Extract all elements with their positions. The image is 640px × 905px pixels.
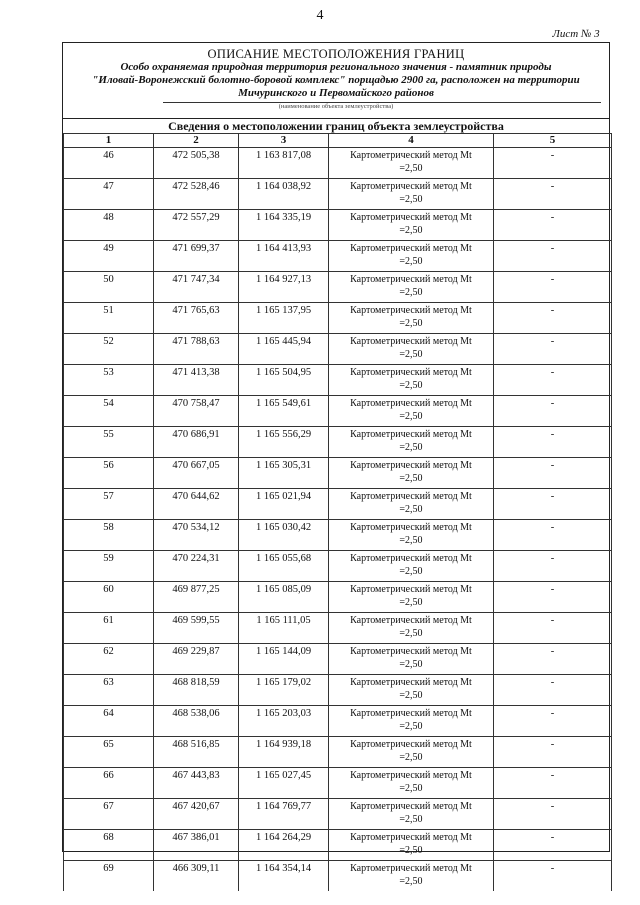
method-accuracy: =2,50 bbox=[399, 349, 423, 360]
coordinate-x: 468 516,85 bbox=[154, 737, 239, 768]
coordinate-y: 1 165 055,68 bbox=[239, 551, 329, 582]
method-cell bbox=[329, 768, 494, 799]
method-accuracy: =2,50 bbox=[399, 194, 423, 205]
point-number: 58 bbox=[64, 520, 154, 551]
method-cell bbox=[329, 365, 494, 396]
method-text: Картометрический метод Mt bbox=[350, 181, 472, 192]
coordinate-y: 1 164 413,93 bbox=[239, 241, 329, 272]
coordinate-y: 1 164 264,29 bbox=[239, 830, 329, 861]
table-row bbox=[64, 861, 612, 892]
table-row bbox=[64, 551, 612, 582]
method-accuracy: =2,50 bbox=[399, 628, 423, 639]
table-row bbox=[64, 520, 612, 551]
point-number: 53 bbox=[64, 365, 154, 396]
method-text: Картометрический метод Mt bbox=[350, 553, 472, 564]
table-row bbox=[64, 303, 612, 334]
table-row bbox=[64, 675, 612, 706]
method-accuracy: =2,50 bbox=[399, 566, 423, 577]
method-text: Картометрический метод Mt bbox=[350, 460, 472, 471]
description-cell: - bbox=[494, 737, 612, 768]
column-header-4: 4 bbox=[329, 134, 494, 148]
method-accuracy: =2,50 bbox=[399, 597, 423, 608]
description-cell: - bbox=[494, 427, 612, 458]
method-cell bbox=[329, 272, 494, 303]
description-cell: - bbox=[494, 768, 612, 799]
method-text: Картометрический метод Mt bbox=[350, 522, 472, 533]
method-text: Картометрический метод Mt bbox=[350, 646, 472, 657]
coordinate-x: 470 686,91 bbox=[154, 427, 239, 458]
method-accuracy: =2,50 bbox=[399, 380, 423, 391]
coordinate-x: 471 788,63 bbox=[154, 334, 239, 365]
description-cell: - bbox=[494, 520, 612, 551]
subtitle-line-2: "Иловай-Воронежский болотно-боровой комплекс" порщадью 2900 га, расположен на территории bbox=[92, 74, 580, 86]
coordinate-y: 1 165 556,29 bbox=[239, 427, 329, 458]
description-cell: - bbox=[494, 830, 612, 861]
section-title: Сведения о местоположении границ объекта землеустройства bbox=[63, 118, 609, 134]
description-cell: - bbox=[494, 396, 612, 427]
page-number: 4 bbox=[316, 8, 324, 23]
method-text: Картометрический метод Mt bbox=[350, 274, 472, 285]
method-text: Картометрический метод Mt bbox=[350, 305, 472, 316]
description-cell: - bbox=[494, 365, 612, 396]
method-accuracy: =2,50 bbox=[399, 721, 423, 732]
method-accuracy: =2,50 bbox=[399, 690, 423, 701]
point-number: 61 bbox=[64, 613, 154, 644]
coordinate-x: 469 877,25 bbox=[154, 582, 239, 613]
coordinate-x: 470 667,05 bbox=[154, 458, 239, 489]
point-number: 59 bbox=[64, 551, 154, 582]
coordinate-x: 471 765,63 bbox=[154, 303, 239, 334]
coordinate-y: 1 164 038,92 bbox=[239, 179, 329, 210]
sheet-label bbox=[542, 26, 610, 42]
coordinate-x: 467 386,01 bbox=[154, 830, 239, 861]
column-header-3: 3 bbox=[239, 134, 329, 148]
table-row bbox=[64, 272, 612, 303]
description-cell: - bbox=[494, 799, 612, 830]
method-cell bbox=[329, 303, 494, 334]
method-cell bbox=[329, 334, 494, 365]
coordinate-x: 471 413,38 bbox=[154, 365, 239, 396]
method-cell bbox=[329, 613, 494, 644]
method-text: Картометрический метод Mt bbox=[350, 832, 472, 843]
method-accuracy: =2,50 bbox=[399, 752, 423, 763]
method-cell bbox=[329, 520, 494, 551]
table-row bbox=[64, 768, 612, 799]
method-cell bbox=[329, 489, 494, 520]
method-cell bbox=[329, 179, 494, 210]
point-number: 62 bbox=[64, 644, 154, 675]
method-cell bbox=[329, 737, 494, 768]
method-cell bbox=[329, 551, 494, 582]
method-cell bbox=[329, 148, 494, 179]
description-cell: - bbox=[494, 148, 612, 179]
description-cell: - bbox=[494, 272, 612, 303]
coordinate-y: 1 164 335,19 bbox=[239, 210, 329, 241]
coordinate-x: 471 699,37 bbox=[154, 241, 239, 272]
method-accuracy: =2,50 bbox=[399, 659, 423, 670]
method-text: Картометрический метод Mt bbox=[350, 770, 472, 781]
method-cell bbox=[329, 582, 494, 613]
coordinate-y: 1 165 203,03 bbox=[239, 706, 329, 737]
method-accuracy: =2,50 bbox=[399, 256, 423, 267]
method-text: Картометрический метод Mt bbox=[350, 491, 472, 502]
method-cell bbox=[329, 396, 494, 427]
coordinate-x: 470 534,12 bbox=[154, 520, 239, 551]
coordinate-x: 471 747,34 bbox=[154, 272, 239, 303]
coordinate-y: 1 165 021,94 bbox=[239, 489, 329, 520]
coordinate-x: 469 599,55 bbox=[154, 613, 239, 644]
method-accuracy: =2,50 bbox=[399, 876, 423, 887]
table-body bbox=[64, 148, 612, 892]
coordinate-y: 1 164 354,14 bbox=[239, 861, 329, 892]
coordinate-x: 470 644,62 bbox=[154, 489, 239, 520]
method-cell bbox=[329, 210, 494, 241]
document-header bbox=[63, 43, 609, 119]
coordinates-table bbox=[63, 133, 612, 891]
method-accuracy: =2,50 bbox=[399, 442, 423, 453]
method-cell bbox=[329, 458, 494, 489]
method-text: Картометрический метод Mt bbox=[350, 739, 472, 750]
coordinate-x: 472 557,29 bbox=[154, 210, 239, 241]
point-number: 64 bbox=[64, 706, 154, 737]
method-accuracy: =2,50 bbox=[399, 845, 423, 856]
coordinate-x: 472 528,46 bbox=[154, 179, 239, 210]
coordinate-x: 470 758,47 bbox=[154, 396, 239, 427]
method-text: Картометрический метод Mt bbox=[350, 708, 472, 719]
table-row bbox=[64, 210, 612, 241]
description-cell: - bbox=[494, 334, 612, 365]
table-row bbox=[64, 613, 612, 644]
method-text: Картометрический метод Mt bbox=[350, 212, 472, 223]
method-text: Картометрический метод Mt bbox=[350, 863, 472, 874]
point-number: 67 bbox=[64, 799, 154, 830]
method-text: Картометрический метод Mt bbox=[350, 336, 472, 347]
method-text: Картометрический метод Mt bbox=[350, 367, 472, 378]
table-row bbox=[64, 582, 612, 613]
method-accuracy: =2,50 bbox=[399, 535, 423, 546]
coordinate-x: 467 420,67 bbox=[154, 799, 239, 830]
method-accuracy: =2,50 bbox=[399, 318, 423, 329]
method-cell bbox=[329, 241, 494, 272]
point-number: 57 bbox=[64, 489, 154, 520]
table-header bbox=[64, 134, 612, 148]
description-cell: - bbox=[494, 675, 612, 706]
method-text: Картометрический метод Mt bbox=[350, 677, 472, 688]
method-text: Картометрический метод Mt bbox=[350, 398, 472, 409]
description-cell: - bbox=[494, 644, 612, 675]
point-number: 46 bbox=[64, 148, 154, 179]
method-text: Картометрический метод Mt bbox=[350, 243, 472, 254]
method-cell bbox=[329, 706, 494, 737]
point-number: 63 bbox=[64, 675, 154, 706]
method-cell bbox=[329, 830, 494, 861]
table-row bbox=[64, 427, 612, 458]
column-header-2: 2 bbox=[154, 134, 239, 148]
coordinate-y: 1 165 030,42 bbox=[239, 520, 329, 551]
method-cell bbox=[329, 427, 494, 458]
point-number: 51 bbox=[64, 303, 154, 334]
table-row bbox=[64, 148, 612, 179]
sheet-label-text: Лист № 3 bbox=[552, 28, 600, 40]
method-accuracy: =2,50 bbox=[399, 504, 423, 515]
method-cell bbox=[329, 799, 494, 830]
coordinate-y: 1 165 144,09 bbox=[239, 644, 329, 675]
coordinate-x: 466 309,11 bbox=[154, 861, 239, 892]
method-accuracy: =2,50 bbox=[399, 783, 423, 794]
coordinate-y: 1 165 305,31 bbox=[239, 458, 329, 489]
point-number: 56 bbox=[64, 458, 154, 489]
method-text: Картометрический метод Mt bbox=[350, 150, 472, 161]
table-row bbox=[64, 458, 612, 489]
coordinate-y: 1 165 549,61 bbox=[239, 396, 329, 427]
description-cell: - bbox=[494, 241, 612, 272]
header-row bbox=[64, 134, 612, 148]
description-cell: - bbox=[494, 861, 612, 892]
coordinate-x: 468 818,59 bbox=[154, 675, 239, 706]
point-number: 48 bbox=[64, 210, 154, 241]
point-number: 47 bbox=[64, 179, 154, 210]
point-number: 66 bbox=[64, 768, 154, 799]
description-cell: - bbox=[494, 179, 612, 210]
point-number: 50 bbox=[64, 272, 154, 303]
method-accuracy: =2,50 bbox=[399, 287, 423, 298]
document-title: ОПИСАНИЕ МЕСТОПОЛОЖЕНИЯ ГРАНИЦ bbox=[207, 47, 465, 61]
coordinate-y: 1 164 939,18 bbox=[239, 737, 329, 768]
table-row bbox=[64, 334, 612, 365]
point-number: 49 bbox=[64, 241, 154, 272]
coordinate-y: 1 165 179,02 bbox=[239, 675, 329, 706]
point-number: 60 bbox=[64, 582, 154, 613]
description-cell: - bbox=[494, 551, 612, 582]
description-cell: - bbox=[494, 489, 612, 520]
coordinate-y: 1 165 445,94 bbox=[239, 334, 329, 365]
coordinate-y: 1 165 137,95 bbox=[239, 303, 329, 334]
coordinate-x: 470 224,31 bbox=[154, 551, 239, 582]
description-cell: - bbox=[494, 458, 612, 489]
description-cell: - bbox=[494, 706, 612, 737]
table-row bbox=[64, 706, 612, 737]
method-text: Картометрический метод Mt bbox=[350, 801, 472, 812]
coordinate-y: 1 165 085,09 bbox=[239, 582, 329, 613]
object-caption: (наименование объекта землеустройства) bbox=[278, 103, 394, 110]
table-row bbox=[64, 365, 612, 396]
point-number: 68 bbox=[64, 830, 154, 861]
method-accuracy: =2,50 bbox=[399, 814, 423, 825]
description-cell: - bbox=[494, 582, 612, 613]
method-cell bbox=[329, 861, 494, 892]
table-row bbox=[64, 396, 612, 427]
table-row bbox=[64, 799, 612, 830]
method-accuracy: =2,50 bbox=[399, 225, 423, 236]
point-number: 52 bbox=[64, 334, 154, 365]
table-row bbox=[64, 489, 612, 520]
point-number: 55 bbox=[64, 427, 154, 458]
coordinate-y: 1 164 927,13 bbox=[239, 272, 329, 303]
table-row bbox=[64, 830, 612, 861]
method-accuracy: =2,50 bbox=[399, 411, 423, 422]
description-cell: - bbox=[494, 210, 612, 241]
coordinate-y: 1 164 769,77 bbox=[239, 799, 329, 830]
coordinate-x: 467 443,83 bbox=[154, 768, 239, 799]
coordinate-x: 472 505,38 bbox=[154, 148, 239, 179]
coordinate-x: 469 229,87 bbox=[154, 644, 239, 675]
document-frame bbox=[62, 42, 610, 887]
column-header-5: 5 bbox=[494, 134, 612, 148]
subtitle-line-3: Мичуринского и Первомайского районов bbox=[238, 87, 434, 99]
point-number: 54 bbox=[64, 396, 154, 427]
table-row bbox=[64, 644, 612, 675]
point-number: 65 bbox=[64, 737, 154, 768]
method-text: Картометрический метод Mt bbox=[350, 584, 472, 595]
method-cell bbox=[329, 675, 494, 706]
point-number: 69 bbox=[64, 861, 154, 892]
description-cell: - bbox=[494, 303, 612, 334]
method-text: Картометрический метод Mt bbox=[350, 615, 472, 626]
description-cell: - bbox=[494, 613, 612, 644]
method-accuracy: =2,50 bbox=[399, 473, 423, 484]
coordinate-y: 1 165 027,45 bbox=[239, 768, 329, 799]
method-text: Картометрический метод Mt bbox=[350, 429, 472, 440]
method-accuracy: =2,50 bbox=[399, 163, 423, 174]
table-row bbox=[64, 241, 612, 272]
table-row bbox=[64, 737, 612, 768]
coordinate-y: 1 165 111,05 bbox=[239, 613, 329, 644]
coordinate-y: 1 165 504,95 bbox=[239, 365, 329, 396]
coordinate-y: 1 163 817,08 bbox=[239, 148, 329, 179]
table-row bbox=[64, 179, 612, 210]
coordinate-x: 468 538,06 bbox=[154, 706, 239, 737]
column-header-1: 1 bbox=[64, 134, 154, 148]
method-cell bbox=[329, 644, 494, 675]
subtitle-line-1: Особо охраняемая природная территория регионального значения - памятник природы bbox=[120, 61, 552, 73]
